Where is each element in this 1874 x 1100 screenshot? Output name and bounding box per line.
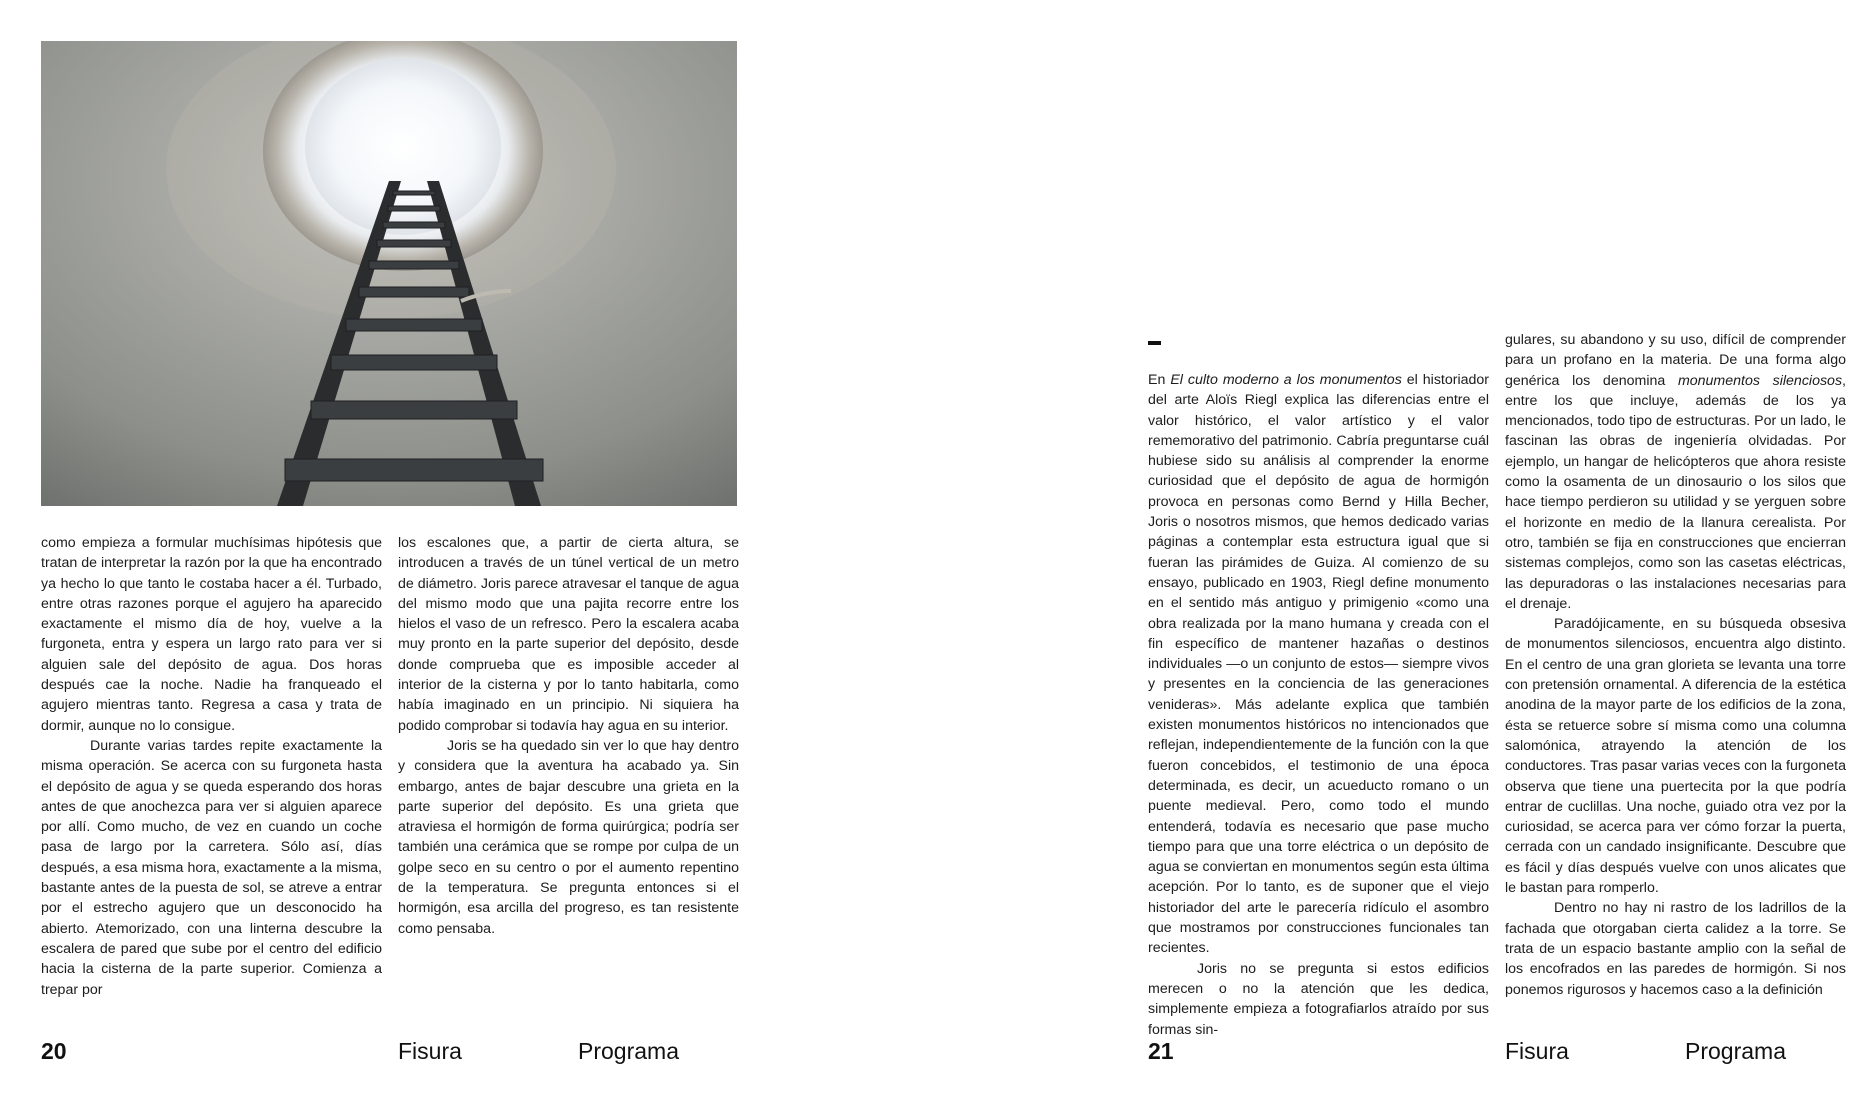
paragraph: Paradójicamente, en su búsqueda obsesiva de monumentos silenciosos, encuentra algo distinto. En el centro de una gran glorieta se levanta una torre con pretensión ornamental. A diferencia de la estética anodina de la mayor parte de los edificios de la zona, ésta se retuerce sobre sí misma como una columna salomónica, atrayendo la atención de los conductores. Tras pasar varias veces con la furgoneta observa que tiene una puertecita por la que podría entrar de cuclillas. Una noche, guiado otra vez por la curiosidad, se acerca para ver cómo forzar la puerta, cerrada con un candado insignificante. Descubre que es fácil y días después vuelve con unos alicates que le bastan para romperlo. xyxy=(1505,616,1846,897)
paragraph: Durante varias tardes repite exactamente la misma operación. Se acerca con su furgoneta hasta el depósito de agua y se queda esperando dos horas antes de que anochezca para ver si alguien aparece por allí. Como mucho, de vez en cuando un coche pasa de largo por la carretera. Sólo así, días después, a esa misma hora, exactamente a la misma, bastante antes de la puesta de sol, se atreve a entrar por el estrecho agujero que un desconocido ha abierto. Atemorizado, con una linterna descubre la escalera de pared que sube por el centro del edificio hacia la cisterna de la parte superior. Comienza a trepar por xyxy=(41,737,382,998)
text-run: gulares, su abandono y su uso, difícil de comprender para un profano en la materia. De una forma algo genérica los denomina xyxy=(1505,332,1846,389)
text-run: el historiador del arte Aloïs Riegl explica las diferencias entre el valor histórico, el valor artístico y el valor rememorativo del patrimonio. Cabría preguntarse cuál hubiese sido su análisis al comprender la enorme curiosidad que el depósito de agua de hormigón provoca en personas como Bernd y Hilla Becher, Joris o nosotros mismos, que hemos dedicado varias páginas a contemplar esta estructura igual que si fueran las pirámides de Guiza. Al comienzo de su ensayo, publicado en 1903, Riegl define monumento en el sentido más antiguo y primigenio «como una obra realizada por la mano humana y creada con el fin específico de mantener hazañas o destinos individuales —o un conjunto de estos— siempre vivos y presentes en la conciencia de las generaciones venideras». Más adelante explica que también existen monumentos históricos no intencionados que reflejan, independientemente de la función con la que fueron concebidos, el testimonio de una época determinada, es decir, un acueducto romano o un puente medieval. Pero, como todo el mundo entenderá, todavía es necesario que pase mucho tiempo para que una torre eléctrica o un depósito de agua se conviertan en monumentos según esta última acepción. Por lo tanto, es de suponer que el viejo historiador del arte le parecería ridículo el asombro que mostramos por construcciones funcionales tan recientes. xyxy=(1148,372,1490,957)
paragraph xyxy=(1505,330,1846,614)
left-column-2 xyxy=(398,533,739,939)
text-run: En xyxy=(1148,372,1171,388)
paragraph: Joris se ha quedado sin ver lo que hay dentro y considera que la aventura ha acabado ya. Sin embargo, antes de bajar descubre una grieta en la parte superior del depósito. Es una grieta que atraviesa el hormigón de forma quirúrgica; podría ser también una cerámica que se rompe por culpa de un golpe seco en su centro o por el aumento repentino de la temperatura. Se pregunta entonces si el hormigón, esa arcilla del progreso, es tan resistente como pensaba. xyxy=(398,737,739,937)
page-number: 20 xyxy=(41,1038,67,1064)
paragraph: Dentro no hay ni rastro de los ladrillos de la fachada que otorgaban cierta calidez a la torre. Se trata de un espacio bastante amplio con la señal de los encofrados en las paredes de hormigón. Si nos ponemos rigurosos y hacemos caso a la definición xyxy=(1505,900,1846,998)
page-number: 21 xyxy=(1148,1038,1174,1064)
book-title: El culto moderno a los monumentos xyxy=(1170,372,1402,388)
paragraph: los escalones que, a partir de cierta altura, se introducen a través de un túnel vertical de un metro de diámetro. Joris parece atravesar el tanque de agua del mismo modo que una pajita recorre entre los hielos el vaso de un refresco. Pero la escalera acaba muy pronto en la parte superior del depósito, desde donde comprueba que es imposible acceder al interior de la cisterna y por lo tanto habitarla, como había imaginado en un principio. Ni siquiera ha podido comprobar si todavía hay agua en su interior. xyxy=(398,535,739,734)
running-series: Programa xyxy=(1685,1038,1786,1064)
right-page xyxy=(937,0,1874,1100)
running-section: Fisura xyxy=(1505,1038,1569,1064)
section-dash xyxy=(1148,341,1161,345)
paragraph: como empieza a formular muchísimas hipótesis que tratan de interpretar la razón por la que ha encontrado ya hecho lo que tanto le costaba hacer a él. Turbado, entre otras razones porque el agujero ha aparecido exactamente el mismo día de hoy, vuelve a la furgoneta, entra y espera un largo rato para ver si alguien sale del depósito de agua. Dos horas después cae la noche. Nadie ha franqueado el agujero mientras tanto. Regresa a casa y trata de dormir, aunque no lo consigue. xyxy=(41,535,382,734)
ladder-tunnel-photo xyxy=(41,41,737,506)
text-run: , entre los que incluye, además de los ya mencionados, todo tipo de estructuras. Por un lado, le fascinan las obras de ingeniería olvidadas. Por ejemplo, un hangar de helicópteros que ahora resiste como la osamenta de un dinosaurio o los silos que hace tiempo perdieron su utilidad y se yerguen sobre el horizonte en medio de la llanura cerealista. Por otro, también se fija en construcciones que encierran sistemas complejos, como son las casetas eléctricas, las depuradoras o las instalaciones necesarias para el drenaje. xyxy=(1505,372,1846,612)
running-series: Programa xyxy=(578,1038,679,1064)
right-column-1 xyxy=(1148,370,1489,1040)
term: monumentos silenciosos xyxy=(1677,372,1843,389)
paragraph: Joris no se pregunta si estos edificios merecen o no la atención que les dedica, simplemente empieza a fotografiarlos atraído por sus formas sin- xyxy=(1148,960,1489,1038)
left-column-1 xyxy=(41,533,382,1000)
right-column-2 xyxy=(1505,330,1846,1000)
paragraph xyxy=(1148,370,1489,959)
running-section: Fisura xyxy=(398,1038,462,1064)
